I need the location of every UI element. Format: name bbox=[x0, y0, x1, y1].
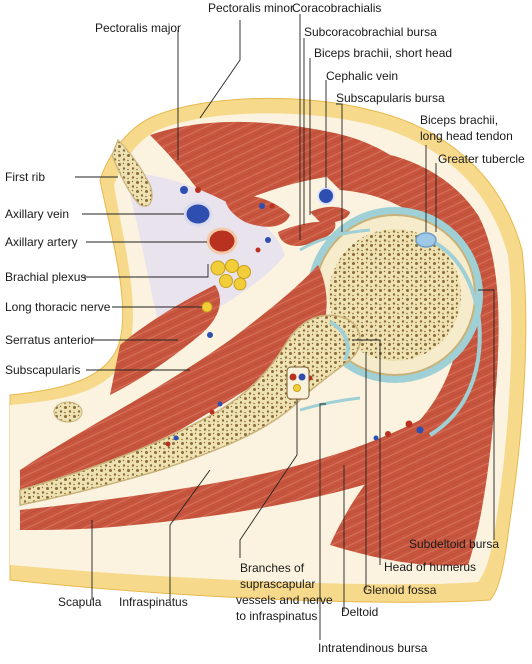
label-serratus-anterior: Serratus anterior bbox=[5, 333, 95, 347]
axillary-artery-vessel bbox=[208, 229, 236, 253]
label-infraspinatus: Infraspinatus bbox=[119, 595, 188, 609]
label-suprascapular-2: suprascapular bbox=[240, 577, 316, 591]
label-first-rib: First rib bbox=[5, 170, 45, 184]
label-cephalic-vein: Cephalic vein bbox=[326, 69, 399, 83]
rib-section bbox=[54, 402, 82, 422]
label-biceps-short-head: Biceps brachii, short head bbox=[314, 46, 453, 60]
label-intratendinous-bursa: Intratendinous bursa bbox=[318, 641, 428, 655]
label-axillary-artery: Axillary artery bbox=[5, 235, 78, 249]
label-pectoralis-minor: Pectoralis minor bbox=[208, 1, 295, 15]
label-suprascapular-4: to infraspinatus bbox=[236, 609, 318, 623]
cephalic-vein-vessel bbox=[318, 188, 334, 204]
suprascapular-nerve bbox=[294, 385, 301, 392]
axillary-vein-vessel bbox=[185, 203, 211, 225]
label-pectoralis-major: Pectoralis major bbox=[95, 21, 182, 35]
label-biceps-long-head-2: long head tendon bbox=[420, 129, 513, 143]
label-scapula: Scapula bbox=[58, 595, 102, 609]
label-glenoid-fossa: Glenoid fossa bbox=[363, 583, 437, 597]
biceps-long-head-tendon bbox=[416, 233, 436, 247]
label-deltoid: Deltoid bbox=[341, 605, 379, 619]
long-thoracic-nerve-shape bbox=[202, 302, 212, 312]
label-subscapularis-bursa: Subscapularis bursa bbox=[336, 91, 445, 105]
label-subcoracobrachial-bursa: Subcoracobrachial bursa bbox=[304, 25, 437, 39]
suprascapular-vein bbox=[299, 374, 306, 381]
suprascapular-artery bbox=[290, 374, 297, 381]
suprascapular-bundle bbox=[287, 367, 309, 399]
label-axillary-vein: Axillary vein bbox=[5, 207, 70, 221]
label-greater-tubercle: Greater tubercle bbox=[438, 152, 525, 166]
label-subdeltoid-bursa: Subdeltoid bursa bbox=[409, 537, 500, 551]
label-suprascapular-1: Branches of bbox=[240, 561, 305, 575]
label-suprascapular-3: vessels and nerve bbox=[236, 593, 333, 607]
label-head-of-humerus: Head of humerus bbox=[384, 560, 477, 574]
label-long-thoracic-nerve: Long thoracic nerve bbox=[5, 300, 111, 314]
label-coracobrachialis: Coracobrachialis bbox=[292, 1, 382, 15]
label-brachial-plexus: Brachial plexus bbox=[5, 270, 87, 284]
label-subscapularis: Subscapularis bbox=[5, 363, 81, 377]
label-biceps-long-head-1: Biceps brachii, bbox=[420, 113, 499, 127]
